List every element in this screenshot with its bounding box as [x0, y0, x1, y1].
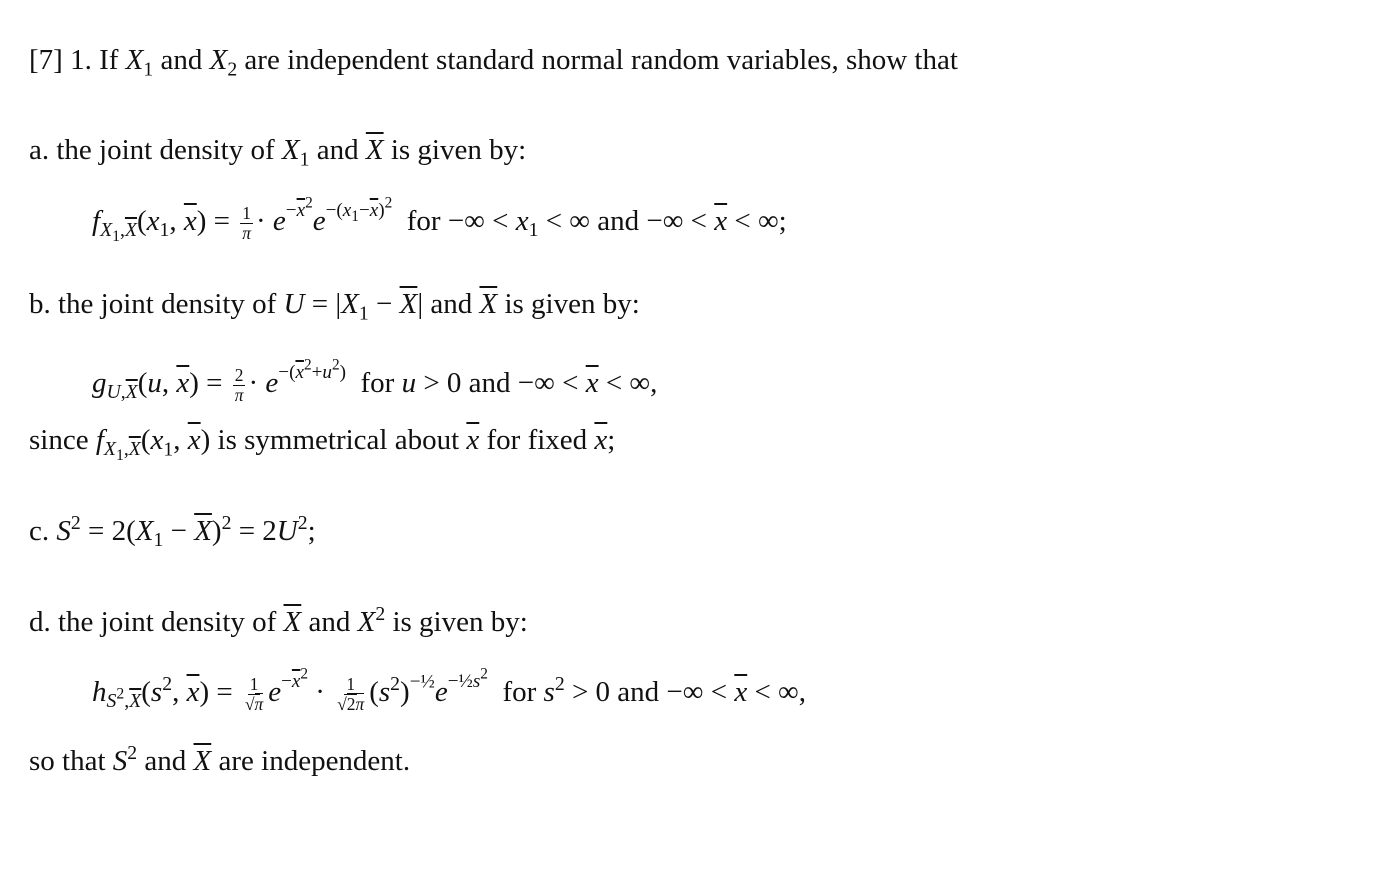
part-a-formula: $f_{X_1,\overline{X}}(x_1$, $\overline{x}$) = $\frac{1}{\pi}$ · $e^{-\overline{x}^2}e^{-(x_1-\overline{x})^2}$ for −∞ < $x_1$ < ∞ and −∞ < $\overline{x}$ < ∞;: [92, 195, 787, 246]
part-d-intro: d. the joint density of $\overline{X}$ and $X^2$ is given by:: [29, 603, 528, 638]
problem-header: [7] 1. If $X_1$ and $X_2$ are independent standard normal random variables, show that: [29, 44, 958, 81]
part-d-formula: $h_{S^2,\overline{X}}(s^2$, $\overline{x}$) = $\frac{1}{√\pi}$ $e^{-\overline{x}^2}$ · $\frac{1}{√2\pi}$ $(s^2)^{-\frac{1}{2}}e^{-\frac{1}{2}s^2}$ for $s^2 > 0$ and −∞ < $\overline{x}$ < ∞,: [92, 666, 806, 714]
part-d-conclusion: so that $S^2$ and $\overline{X}$ are independent.: [29, 742, 411, 777]
part-b-since: since $f_{X_1,\overline{X}}(x_1$, $\overline{x}$) is symmetrical about $\overline{x}$ for fixed $\overline{x}$;: [29, 424, 616, 465]
part-b-formula: $g_{U,\overline{X}}(u$, $\overline{x}$) = $\frac{2}{\pi}$ · $e^{-(\overline{x}^2+u^2)}$ for u > 0 and −∞ < $\overline{x}$ < ∞,: [92, 357, 658, 405]
part-b-intro: b. the joint density of $U = |X_1 - \overline{X}|$ and $\overline{X}$ is given by:: [29, 288, 640, 325]
part-a-intro: a. the joint density of $X_1$ and $\overline{X}$ is given by:: [29, 134, 527, 171]
part-c-formula: c. $S^2 = 2(X_1 - \overline{X})^2 = 2U^2$;: [29, 512, 316, 552]
